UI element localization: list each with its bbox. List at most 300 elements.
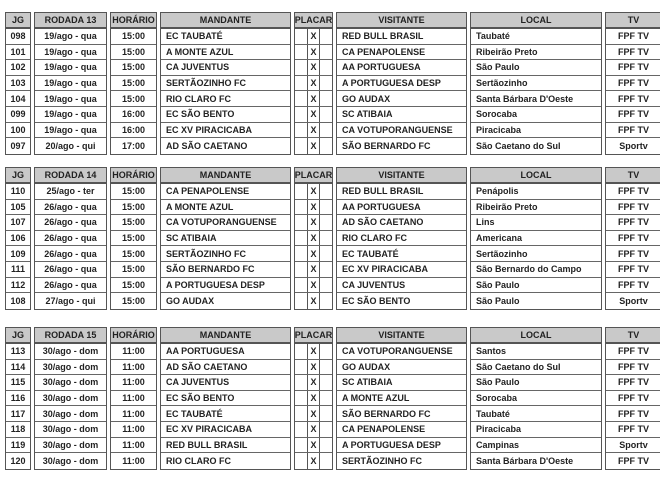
- column-horario: [110, 327, 157, 470]
- cell-rodada: 30/ago - dom: [42, 455, 99, 466]
- versus: X: [307, 262, 319, 277]
- cell-rodada: 19/ago - qua: [35, 123, 106, 139]
- cell-jg: 103: [6, 76, 30, 92]
- header-placar: PLACAR: [295, 328, 332, 344]
- versus: X: [307, 278, 319, 293]
- cell-tv: FPF TV: [606, 246, 660, 262]
- cell-visitante: AD SÃO CAETANO: [337, 215, 466, 231]
- cell-tv: FPF TV: [606, 406, 660, 422]
- cell-mandante: GO AUDAX: [166, 295, 215, 306]
- cell-horario: 11:00: [111, 391, 156, 407]
- cell-horario: 17:00: [121, 140, 146, 151]
- cell-visitante: AA PORTUGUESA: [337, 200, 466, 216]
- cell-rodada: 19/ago - qua: [35, 60, 106, 76]
- column-placar: [294, 12, 333, 155]
- cell-horario: 15:00: [111, 60, 156, 76]
- header-visitante: VISITANTE: [337, 328, 466, 344]
- cell-jg: 109: [6, 246, 30, 262]
- away-score: [320, 107, 332, 122]
- cell-local: Santos: [471, 344, 601, 360]
- header-local: LOCAL: [471, 13, 601, 29]
- cell-placar: [295, 76, 332, 92]
- cell-placar: [295, 60, 332, 76]
- header-tv: TV: [606, 328, 660, 344]
- away-score: [320, 200, 332, 215]
- cell-mandante: EC SÃO BENTO: [161, 391, 290, 407]
- score-boxes: [295, 453, 332, 469]
- versus: X: [307, 391, 319, 406]
- home-score: [295, 215, 307, 230]
- cell-jg: 106: [6, 231, 30, 247]
- column-tv: [605, 327, 660, 470]
- away-score: [320, 344, 332, 359]
- cell-visitante: GO AUDAX: [337, 360, 466, 376]
- home-score: [295, 200, 307, 215]
- cell-placar: [295, 123, 332, 139]
- cell-mandante: A MONTE AZUL: [161, 45, 290, 61]
- cell-mandante: SC ATIBAIA: [161, 231, 290, 247]
- cell-local: São Caetano do Sul: [471, 360, 601, 376]
- cell-mandante: RIO CLARO FC: [161, 91, 290, 107]
- cell-placar: [295, 107, 332, 123]
- versus: X: [307, 107, 319, 122]
- cell-visitante: SERTÃOZINHO FC: [342, 455, 422, 466]
- cell-mandante: RIO CLARO FC: [166, 455, 231, 466]
- header-visitante: VISITANTE: [337, 13, 466, 29]
- home-score: [295, 184, 307, 199]
- cell-mandante: AD SÃO CAETANO: [161, 360, 290, 376]
- cell-rodada: 25/ago - ter: [35, 184, 106, 200]
- away-score: [320, 60, 332, 75]
- versus: X: [307, 360, 319, 375]
- cell-jg: 110: [6, 184, 30, 200]
- cell-placar: [295, 138, 332, 154]
- cell-tv: FPF TV: [606, 60, 660, 76]
- versus: X: [307, 453, 319, 469]
- cell-mandante: AD SÃO CAETANO: [166, 140, 248, 151]
- away-score: [320, 138, 332, 154]
- cell-visitante: RED BULL BRASIL: [337, 184, 466, 200]
- cell-mandante: SERTÃOZINHO FC: [161, 76, 290, 92]
- header-jg: JG: [6, 328, 30, 344]
- away-score: [320, 406, 332, 421]
- cell-visitante: GO AUDAX: [337, 91, 466, 107]
- home-score: [295, 231, 307, 246]
- cell-tv: FPF TV: [606, 422, 660, 438]
- cell-local: São Paulo: [471, 278, 601, 294]
- cell-jg: 107: [6, 215, 30, 231]
- cell-jg: 116: [6, 391, 30, 407]
- header-visitante: VISITANTE: [337, 168, 466, 184]
- away-score: [320, 91, 332, 106]
- cell-jg: 098: [6, 29, 30, 45]
- cell-rodada: 26/ago - qua: [35, 231, 106, 247]
- cell-rodada: 30/ago - dom: [35, 391, 106, 407]
- cell-mandante: EC SÃO BENTO: [161, 107, 290, 123]
- cell-rodada: 26/ago - qua: [35, 262, 106, 278]
- cell-placar: [295, 215, 332, 231]
- cell-mandante: SERTÃOZINHO FC: [161, 246, 290, 262]
- cell-local: Sertãozinho: [471, 76, 601, 92]
- column-horario: [110, 12, 157, 155]
- score-boxes: [295, 107, 332, 122]
- home-score: [295, 123, 307, 138]
- cell-placar: [295, 293, 332, 309]
- cell-jg: 104: [6, 91, 30, 107]
- cell-jg: 113: [6, 344, 30, 360]
- cell-local: Campinas: [471, 438, 601, 454]
- versus: X: [307, 375, 319, 390]
- cell-placar: [295, 200, 332, 216]
- score-boxes: [295, 138, 332, 154]
- home-score: [295, 246, 307, 261]
- cell-tv: FPF TV: [606, 344, 660, 360]
- header-horario: HORÁRIO: [111, 328, 156, 344]
- cell-placar: [295, 453, 332, 469]
- cell-visitante: SC ATIBAIA: [337, 375, 466, 391]
- away-score: [320, 453, 332, 469]
- column-jg: [5, 167, 31, 310]
- cell-placar: [295, 45, 332, 61]
- home-score: [295, 60, 307, 75]
- home-score: [295, 138, 307, 154]
- away-score: [320, 29, 332, 44]
- cell-jg: 115: [6, 375, 30, 391]
- cell-tv: FPF TV: [606, 184, 660, 200]
- column-jg: [5, 327, 31, 470]
- cell-rodada: 20/ago - qui: [45, 140, 96, 151]
- cell-tv: FPF TV: [606, 375, 660, 391]
- column-jg: [5, 12, 31, 155]
- cell-tv: FPF TV: [606, 45, 660, 61]
- away-score: [320, 422, 332, 437]
- header-mandante: MANDANTE: [161, 13, 290, 29]
- cell-tv: Sportv: [606, 438, 660, 454]
- versus: X: [307, 60, 319, 75]
- cell-placar: [295, 278, 332, 294]
- cell-local: Taubaté: [471, 29, 601, 45]
- column-visitante: [336, 167, 467, 310]
- cell-local: Sorocaba: [471, 391, 601, 407]
- cell-rodada: 30/ago - dom: [35, 438, 106, 454]
- cell-visitante: SÃO BERNARDO FC: [337, 406, 466, 422]
- cell-mandante: AA PORTUGUESA: [161, 344, 290, 360]
- home-score: [295, 91, 307, 106]
- cell-local: Santa Bárbara D'Oeste: [471, 91, 601, 107]
- column-rodada: [34, 12, 107, 155]
- round-table: [5, 167, 660, 310]
- cell-mandante: SÃO BERNARDO FC: [161, 262, 290, 278]
- cell-placar: [295, 375, 332, 391]
- cell-jg: 099: [6, 107, 30, 123]
- cell-tv: FPF TV: [606, 231, 660, 247]
- cell-placar: [295, 184, 332, 200]
- header-local: LOCAL: [471, 328, 601, 344]
- cell-jg: 118: [6, 422, 30, 438]
- versus: X: [307, 200, 319, 215]
- header-jg: JG: [6, 168, 30, 184]
- cell-visitante: A MONTE AZUL: [337, 391, 466, 407]
- cell-local: São Bernardo do Campo: [471, 262, 601, 278]
- cell-rodada: 19/ago - qua: [35, 29, 106, 45]
- cell-local: Santa Bárbara D'Oeste: [476, 455, 574, 466]
- cell-tv: FPF TV: [606, 91, 660, 107]
- column-mandante: [160, 12, 291, 155]
- cell-local: São Paulo: [471, 375, 601, 391]
- versus: X: [307, 29, 319, 44]
- cell-horario: 15:00: [111, 231, 156, 247]
- score-boxes: [295, 29, 332, 44]
- cell-horario: 15:00: [111, 91, 156, 107]
- cell-horario: 15:00: [111, 29, 156, 45]
- header-mandante: MANDANTE: [161, 328, 290, 344]
- score-boxes: [295, 231, 332, 246]
- cell-rodada: 30/ago - dom: [35, 360, 106, 376]
- cell-horario: 11:00: [111, 422, 156, 438]
- cell-local: São Paulo: [476, 295, 520, 306]
- header-local: LOCAL: [471, 168, 601, 184]
- cell-placar: [295, 391, 332, 407]
- versus: X: [307, 76, 319, 91]
- versus: X: [307, 246, 319, 261]
- cell-local: Ribeirão Preto: [471, 45, 601, 61]
- cell-local: Piracicaba: [471, 422, 601, 438]
- cell-visitante: CA JUVENTUS: [337, 278, 466, 294]
- home-score: [295, 344, 307, 359]
- away-score: [320, 293, 332, 309]
- cell-visitante: RIO CLARO FC: [337, 231, 466, 247]
- away-score: [320, 262, 332, 277]
- cell-visitante: CA PENAPOLENSE: [337, 422, 466, 438]
- cell-placar: [295, 246, 332, 262]
- header-placar: PLACAR: [295, 13, 332, 29]
- cell-horario: 16:00: [111, 123, 156, 139]
- cell-horario: 11:00: [111, 375, 156, 391]
- cell-placar: [295, 438, 332, 454]
- cell-rodada: 26/ago - qua: [35, 200, 106, 216]
- versus: X: [307, 184, 319, 199]
- cell-horario: 11:00: [111, 438, 156, 454]
- away-score: [320, 438, 332, 453]
- cell-rodada: 19/ago - qua: [35, 107, 106, 123]
- header-horario: HORÁRIO: [111, 13, 156, 29]
- score-boxes: [295, 262, 332, 277]
- cell-mandante: EC TAUBATÉ: [161, 406, 290, 422]
- cell-tv: FPF TV: [606, 360, 660, 376]
- cell-horario: 15:00: [121, 295, 146, 306]
- cell-placar: [295, 406, 332, 422]
- round-table: [5, 327, 660, 470]
- cell-jg: 114: [6, 360, 30, 376]
- cell-horario: 15:00: [111, 262, 156, 278]
- cell-rodada: 19/ago - qua: [35, 91, 106, 107]
- home-score: [295, 29, 307, 44]
- home-score: [295, 453, 307, 469]
- cell-local: Lins: [471, 215, 601, 231]
- cell-rodada: 30/ago - dom: [35, 375, 106, 391]
- away-score: [320, 360, 332, 375]
- cell-mandante: EC TAUBATÉ: [161, 29, 290, 45]
- cell-tv: FPF TV: [618, 455, 649, 466]
- score-boxes: [295, 293, 332, 309]
- versus: X: [307, 138, 319, 154]
- cell-visitante: RED BULL BRASIL: [337, 29, 466, 45]
- cell-local: Taubaté: [471, 406, 601, 422]
- cell-visitante: EC XV PIRACICABA: [337, 262, 466, 278]
- home-score: [295, 360, 307, 375]
- away-score: [320, 184, 332, 199]
- cell-local: São Caetano do Sul: [476, 140, 561, 151]
- cell-local: Ribeirão Preto: [471, 200, 601, 216]
- score-boxes: [295, 76, 332, 91]
- header-rodada: RODADA 14: [35, 168, 106, 184]
- cell-jg: 112: [6, 278, 30, 294]
- cell-rodada: 30/ago - dom: [35, 422, 106, 438]
- away-score: [320, 215, 332, 230]
- cell-rodada: 26/ago - qua: [35, 278, 106, 294]
- cell-visitante: CA PENAPOLENSE: [337, 45, 466, 61]
- home-score: [295, 391, 307, 406]
- score-boxes: [295, 344, 332, 359]
- score-boxes: [295, 123, 332, 138]
- cell-rodada: 19/ago - qua: [35, 45, 106, 61]
- cell-placar: [295, 91, 332, 107]
- cell-local: Sertãozinho: [471, 246, 601, 262]
- cell-horario: 11:00: [111, 344, 156, 360]
- cell-horario: 15:00: [111, 215, 156, 231]
- column-mandante: [160, 327, 291, 470]
- versus: X: [307, 45, 319, 60]
- cell-local: Sorocaba: [471, 107, 601, 123]
- cell-mandante: A MONTE AZUL: [161, 200, 290, 216]
- column-local: [470, 167, 602, 310]
- cell-placar: [295, 422, 332, 438]
- header-placar: PLACAR: [295, 168, 332, 184]
- home-score: [295, 422, 307, 437]
- cell-tv: FPF TV: [606, 29, 660, 45]
- cell-jg: 117: [6, 406, 30, 422]
- cell-mandante: EC XV PIRACICABA: [161, 422, 290, 438]
- versus: X: [307, 344, 319, 359]
- header-rodada: RODADA 15: [35, 328, 106, 344]
- away-score: [320, 231, 332, 246]
- column-tv: [605, 167, 660, 310]
- cell-tv: FPF TV: [606, 200, 660, 216]
- column-rodada: [34, 167, 107, 310]
- cell-tv: FPF TV: [606, 262, 660, 278]
- column-visitante: [336, 327, 467, 470]
- cell-mandante: EC XV PIRACICABA: [161, 123, 290, 139]
- away-score: [320, 375, 332, 390]
- cell-jg: 119: [6, 438, 30, 454]
- cell-tv: FPF TV: [606, 123, 660, 139]
- home-score: [295, 438, 307, 453]
- header-rodada: RODADA 13: [35, 13, 106, 29]
- column-local: [470, 327, 602, 470]
- cell-tv: FPF TV: [606, 107, 660, 123]
- score-boxes: [295, 45, 332, 60]
- home-score: [295, 262, 307, 277]
- column-local: [470, 12, 602, 155]
- cell-mandante: RED BULL BRASIL: [161, 438, 290, 454]
- cell-tv: FPF TV: [606, 215, 660, 231]
- away-score: [320, 246, 332, 261]
- cell-placar: [295, 29, 332, 45]
- score-boxes: [295, 375, 332, 390]
- score-boxes: [295, 438, 332, 453]
- away-score: [320, 123, 332, 138]
- cell-horario: 11:00: [111, 406, 156, 422]
- cell-placar: [295, 344, 332, 360]
- cell-placar: [295, 360, 332, 376]
- cell-rodada: 27/ago - qui: [45, 295, 96, 306]
- column-rodada: [34, 327, 107, 470]
- cell-tv: FPF TV: [606, 391, 660, 407]
- cell-horario: 15:00: [111, 246, 156, 262]
- header-tv: TV: [606, 168, 660, 184]
- cell-visitante: SÃO BERNARDO FC: [342, 140, 431, 151]
- column-tv: [605, 12, 660, 155]
- cell-mandante: CA VOTUPORANGUENSE: [161, 215, 290, 231]
- cell-horario: 16:00: [111, 107, 156, 123]
- cell-tv: FPF TV: [606, 278, 660, 294]
- cell-jg: 101: [6, 45, 30, 61]
- cell-local: Americana: [471, 231, 601, 247]
- cell-visitante: CA VOTUPORANGUENSE: [337, 123, 466, 139]
- column-placar: [294, 327, 333, 470]
- versus: X: [307, 123, 319, 138]
- score-boxes: [295, 406, 332, 421]
- cell-visitante: EC SÃO BENTO: [342, 295, 411, 306]
- cell-visitante: AA PORTUGUESA: [337, 60, 466, 76]
- score-boxes: [295, 360, 332, 375]
- cell-jg: 105: [6, 200, 30, 216]
- cell-jg: 100: [6, 123, 30, 139]
- cell-rodada: 26/ago - qua: [35, 215, 106, 231]
- header-mandante: MANDANTE: [161, 168, 290, 184]
- away-score: [320, 76, 332, 91]
- versus: X: [307, 422, 319, 437]
- cell-mandante: CA JUVENTUS: [161, 375, 290, 391]
- cell-local: Piracicaba: [471, 123, 601, 139]
- column-mandante: [160, 167, 291, 310]
- cell-placar: [295, 231, 332, 247]
- cell-mandante: A PORTUGUESA DESP: [161, 278, 290, 294]
- header-horario: HORÁRIO: [111, 168, 156, 184]
- home-score: [295, 406, 307, 421]
- cell-horario: 11:00: [111, 360, 156, 376]
- cell-local: Penápolis: [471, 184, 601, 200]
- cell-visitante: SC ATIBAIA: [337, 107, 466, 123]
- score-boxes: [295, 184, 332, 199]
- away-score: [320, 391, 332, 406]
- home-score: [295, 278, 307, 293]
- score-boxes: [295, 278, 332, 293]
- score-boxes: [295, 246, 332, 261]
- cell-visitante: A PORTUGUESA DESP: [337, 76, 466, 92]
- home-score: [295, 375, 307, 390]
- versus: X: [307, 215, 319, 230]
- home-score: [295, 45, 307, 60]
- cell-visitante: A PORTUGUESA DESP: [337, 438, 466, 454]
- home-score: [295, 107, 307, 122]
- versus: X: [307, 438, 319, 453]
- versus: X: [307, 231, 319, 246]
- cell-horario: 15:00: [111, 76, 156, 92]
- cell-horario: 15:00: [111, 184, 156, 200]
- header-jg: JG: [6, 13, 30, 29]
- cell-rodada: 30/ago - dom: [35, 344, 106, 360]
